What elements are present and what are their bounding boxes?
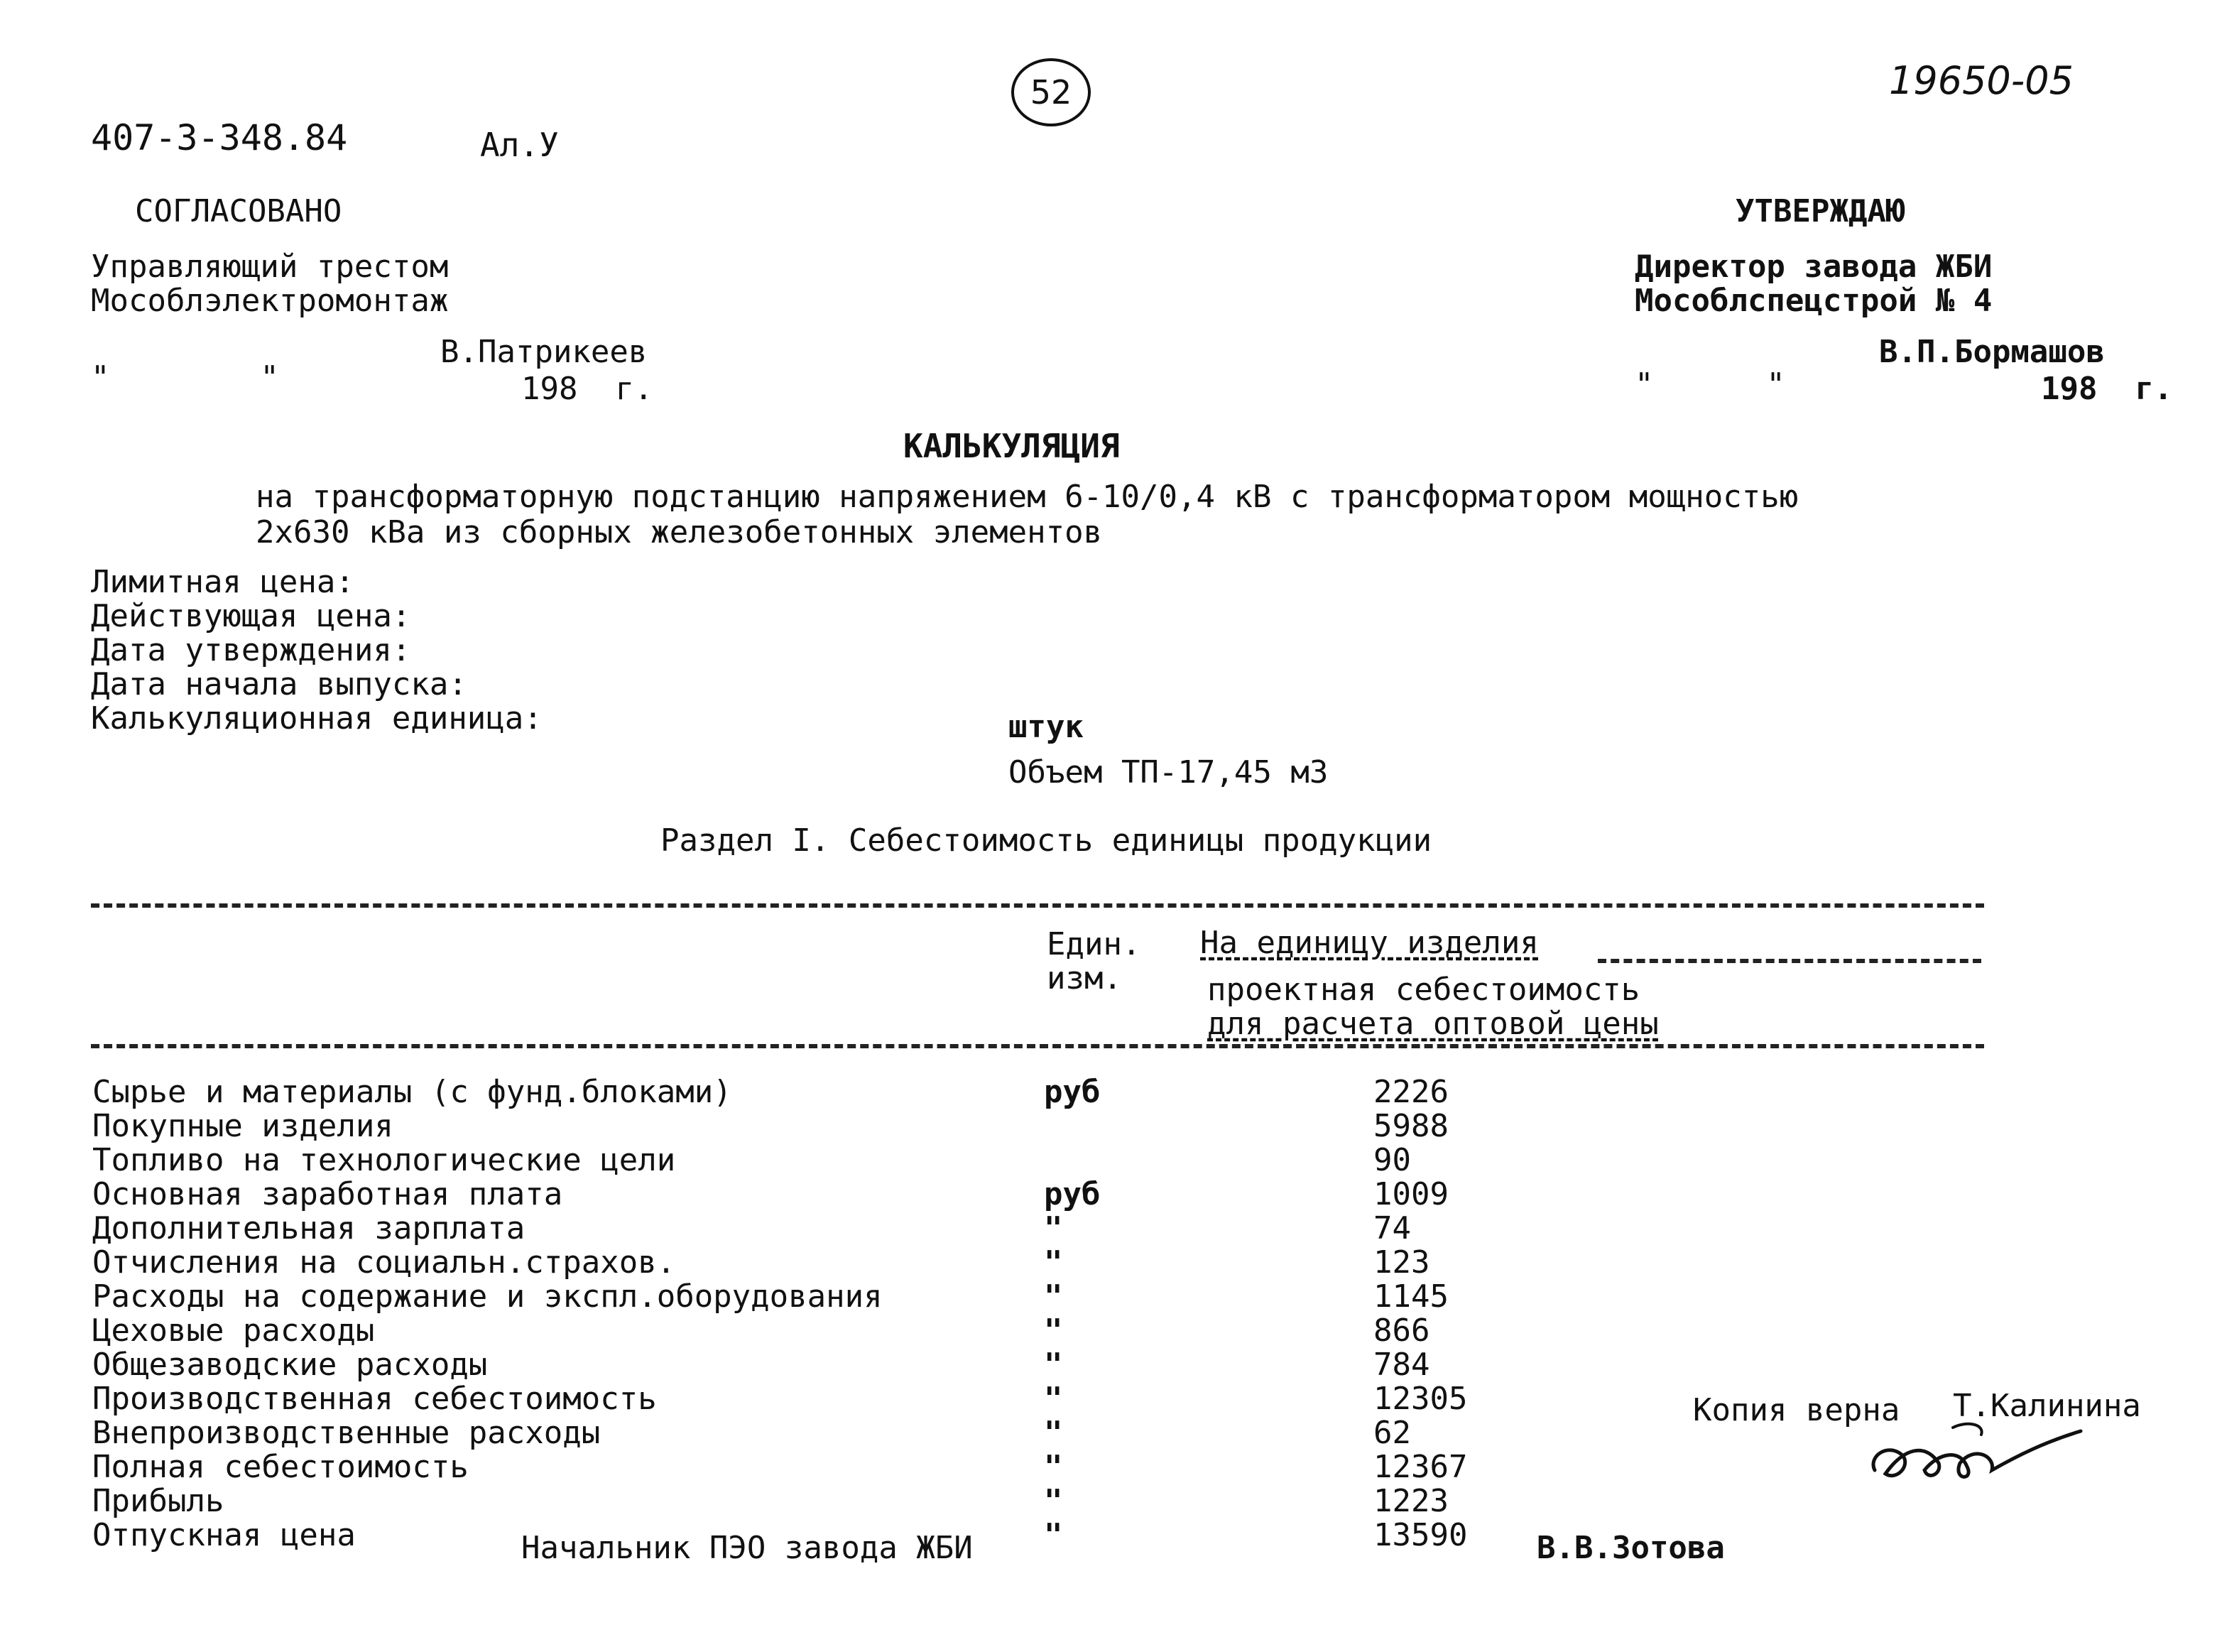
doc-code: 407-3-348.84 [91,117,348,158]
field-current-price: Действующая цена: [91,598,411,634]
table-row-label: Внепроизводственные расходы [92,1415,601,1451]
table-row-value: 1145 [1373,1278,1449,1315]
table-row-unit: " [1044,1347,1063,1383]
table-header-rule [91,1044,1984,1048]
table-row-label: Прибыль [92,1483,224,1519]
table-row-label: Топливо на технологические цели [92,1142,676,1178]
table-row-unit: " [1044,1517,1063,1553]
table-row-unit: руб [1044,1176,1101,1212]
page-number: 52 [1011,58,1091,126]
approved-heading: УТВЕРЖДАЮ [1736,193,1905,229]
field-limit-price: Лимитная цена: [91,564,354,600]
table-row-label: Полная себестоимость [92,1449,469,1485]
table-row-value: 12305 [1373,1381,1468,1417]
signature-mark [1861,1413,2095,1491]
col-group-header: На единицу изделия [1200,925,1539,961]
field-approval-date: Дата утверждения: [91,632,411,668]
table-row-label: Отчисления на социальн.страхов. [92,1244,676,1281]
table-row-label: Общезаводские расходы [92,1347,488,1383]
agreed-position-line2: Мособлэлектромонтаж [91,283,449,319]
approved-year: 198 г. [2041,371,2173,407]
col-group-rule [1598,959,1981,963]
table-row-label: Отпускная цена [92,1517,356,1553]
field-costing-unit: Калькуляционная единица: [91,700,543,737]
approved-signatory: В.П.Бормашов [1879,334,2105,370]
table-row-value: 123 [1373,1244,1430,1281]
table-row-label: Покупные изделия [92,1108,393,1144]
table-row-value: 13590 [1373,1517,1468,1553]
table-row-value: 74 [1373,1210,1411,1246]
table-row-label: Дополнительная зарплата [92,1210,525,1246]
approved-quote-marks: " " [1635,366,1785,403]
agreed-position-line1: Управляющий трестом [91,249,449,285]
agreed-heading: СОГЛАСОВАНО [135,193,342,229]
costing-unit-value: штук [1008,709,1084,745]
volume-note: Объем ТП-17,45 м3 [1008,754,1329,790]
table-row-value: 866 [1373,1313,1430,1349]
table-row-unit: руб [1044,1074,1101,1110]
agreed-year: 198 г. [521,371,653,407]
col-unit-line2: изм. [1047,960,1122,996]
table-row-label: Основная заработная плата [92,1176,563,1212]
table-row-unit: " [1044,1278,1063,1315]
table-row-label: Производственная себестоимость [92,1381,657,1417]
table-row-unit: " [1044,1244,1063,1281]
table-row-value: 90 [1373,1142,1411,1178]
album-label: Ал.У [480,126,559,164]
document-subtitle-line2: 2х630 кВа из сборных железобетонных элементов [256,514,1103,550]
document-title: КАЛЬКУЛЯЦИЯ [903,427,1120,465]
approved-position-line1: Директор завода ЖБИ [1635,249,1993,285]
table-row-label: Сырье и материалы (с фунд.блоками) [92,1074,732,1110]
table-row-unit: " [1044,1210,1063,1246]
table-row-unit: " [1044,1483,1063,1519]
table-row-value: 1009 [1373,1176,1449,1212]
col-value-line1: проектная себестоимость [1207,972,1640,1008]
field-release-date: Дата начала выпуска: [91,666,467,702]
table-top-rule [91,903,1984,908]
agreed-signatory: В.Патрикеев [440,334,648,370]
table-row-value: 12367 [1373,1449,1468,1485]
table-row-unit: " [1044,1415,1063,1451]
col-unit-line1: Един. [1047,926,1141,962]
copy-note: Копия верна [1693,1392,1900,1428]
archive-number: 19650-05 [1889,58,2074,103]
table-row-value: 62 [1373,1415,1411,1451]
head-name: В.В.Зотова [1537,1530,1725,1566]
table-row-unit: " [1044,1313,1063,1349]
table-row-value: 784 [1373,1347,1430,1383]
table-row-value: 1223 [1373,1483,1449,1519]
document-subtitle-line1: на трансформаторную подстанцию напряжением 6-10/0,4 кВ с трансформатором мощностью [256,479,1799,515]
table-row-label: Расходы на содержание и экспл.оборудования [92,1278,883,1315]
table-row-label: Цеховые расходы [92,1313,375,1349]
section-title: Раздел I. Себестоимость единицы продукции [660,822,1432,859]
table-row-value: 2226 [1373,1074,1449,1110]
agreed-quote-marks: " " [91,359,279,396]
col-value-line2: для расчета оптовой цены [1207,1006,1659,1042]
approved-position-line2: Мособлспецстрой № 4 [1635,283,1993,319]
table-row-unit: " [1044,1449,1063,1485]
table-row-unit: " [1044,1381,1063,1417]
copy-name: Т.Калинина [1953,1388,2141,1424]
table-row-value: 5988 [1373,1108,1449,1144]
head-title: Начальник ПЭО завода ЖБИ [521,1530,973,1566]
